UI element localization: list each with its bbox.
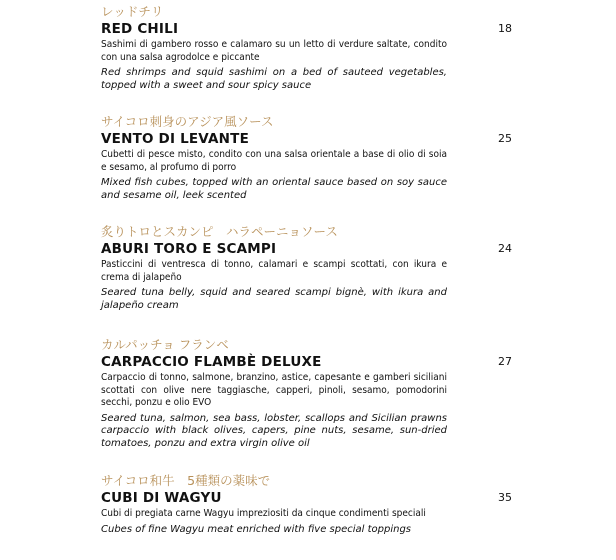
dish-header <box>101 240 521 258</box>
dish-name: CARPACCIO FLAMBÈ DELUXE <box>101 354 322 370</box>
english-description: Seared tuna, salmon, sea bass, lobster, scallops and Sicilian prawns carpaccio with black olives, capers, pine nuts, sesame, sun-dried tomatoes, ponzu and extra virgin olive oil <box>101 412 447 449</box>
dish-price: 27 <box>498 355 512 368</box>
dish-header <box>101 130 521 148</box>
english-description: Cubes of fine Wagyu meat enriched with five special toppings <box>101 523 412 535</box>
dish-header <box>101 489 521 507</box>
italian-description: Sashimi di gambero rosso e calamaro su un letto di verdure saltate, condito con una salsa agrodolce e piccante <box>101 39 447 63</box>
english-description: Mixed fish cubes, topped with an oriental sauce based on soy sauce and sesame oil, leek scented <box>101 177 447 201</box>
dish-name: VENTO DI LEVANTE <box>101 131 250 147</box>
dish-header <box>101 353 521 371</box>
dish-name: CUBI DI WAGYU <box>101 490 222 506</box>
dish-price: 25 <box>498 132 512 145</box>
italian-description: Pasticcini di ventresca di tonno, calamari e scampi scottati, con ikura e crema di jalapeño <box>101 259 447 283</box>
italian-description: Cubetti di pesce misto, condito con una salsa orientale a base di olio di soia e sesamo, al profumo di porro <box>101 149 447 173</box>
dish-name: RED CHILI <box>101 21 179 37</box>
japanese-title: サイコロ刺身のアジア風ソース <box>101 114 274 129</box>
english-description: Seared tuna belly, squid and seared scampi bignè, with ikura and jalapeño cream <box>101 287 447 311</box>
menu-item <box>101 224 521 312</box>
dish-price: 24 <box>498 242 512 255</box>
italian-description: Cubi di pregiata carne Wagyu impreziositi da cinque condimenti speciali <box>101 508 426 519</box>
dish-header <box>101 20 521 38</box>
menu-item <box>101 473 521 536</box>
japanese-title: サイコロ和牛 5種類の薬味で <box>101 473 271 488</box>
english-description: Red shrimps and squid sashimi on a bed of sauteed vegetables, topped with a sweet and sour spicy sauce <box>101 67 447 91</box>
dish-price: 18 <box>498 22 512 35</box>
italian-description: Carpaccio di tonno, salmone, branzino, astice, capesante e gamberi siciliani scottati con olive nere taggiasche, capperi, pinoli, sesamo, pomodorini secchi, ponzu e olio EVO <box>101 372 447 408</box>
menu-item <box>101 4 521 92</box>
dish-name: ABURI TORO E SCAMPI <box>101 241 277 257</box>
menu-item <box>101 337 521 450</box>
menu-item <box>101 114 521 202</box>
dish-price: 35 <box>498 491 512 504</box>
japanese-title: 炙りトロとスカンピ ハラペーニョソース <box>101 224 338 239</box>
japanese-title: カルパッチョ フランベ <box>101 337 229 352</box>
japanese-title: レッドチリ <box>101 4 164 19</box>
